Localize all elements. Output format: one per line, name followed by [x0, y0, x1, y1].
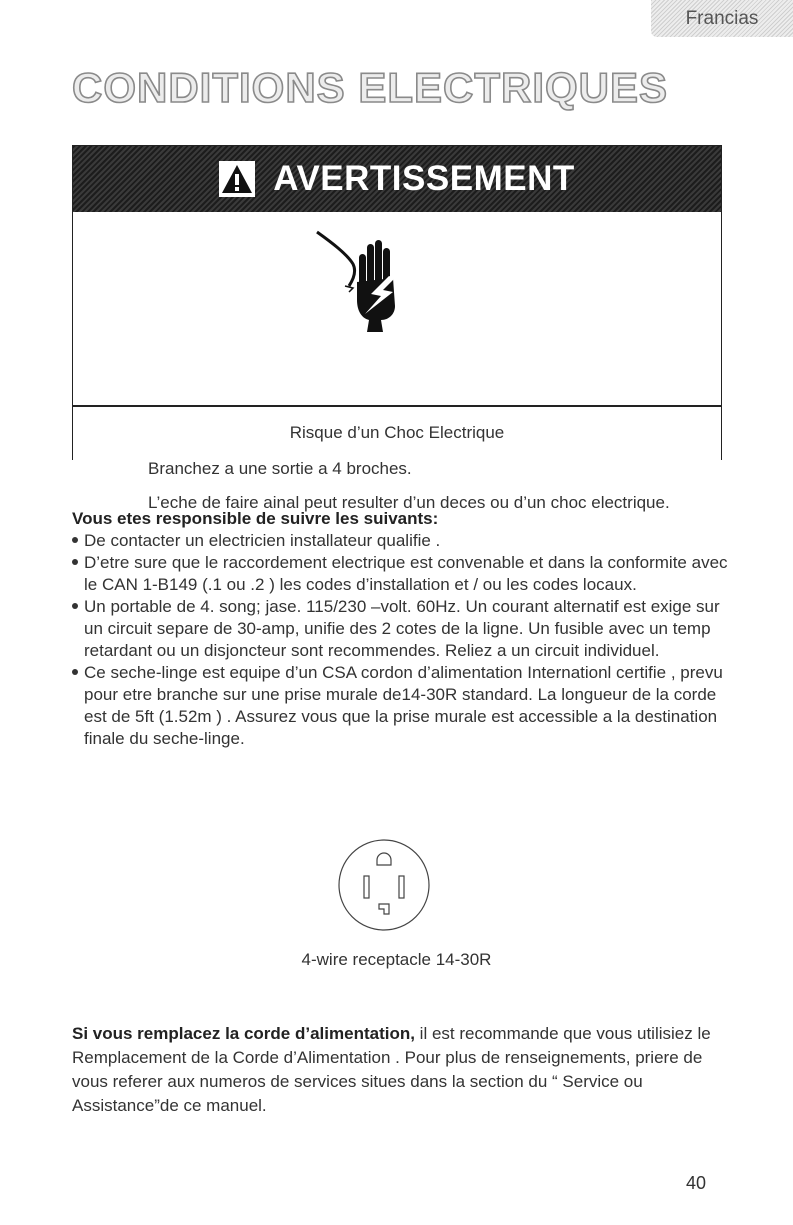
list-item — [72, 662, 732, 750]
bullet-icon — [72, 537, 78, 543]
list-item-text: Ce seche-linge est equipe d’un CSA cordon d’alimentation Internationl certifie , prevu pour etre branche sur une prise murale de14-30R standard. La longueur de la corde est de 5ft (1.52m ) . Assurez vous que la prise murale est accessible a la destination finale du seche-linge. — [84, 663, 723, 748]
warning-consequence: L’eche de faire ainal peut resulter d’un deces ou d’un choc electrique. — [148, 493, 670, 512]
replacement-paragraph — [72, 1022, 732, 1118]
warning-body — [73, 212, 721, 512]
list-item — [72, 530, 732, 552]
responsibilities-heading: Vous etes responsible de suivre les suivants: — [72, 509, 439, 528]
page-number: 40 — [686, 1173, 707, 1193]
receptacle-14-30r-icon — [337, 838, 431, 932]
warning-title: AVERTISSEMENT — [273, 159, 575, 198]
list-item-text: D’etre sure que le raccordement electrique est convenable et dans la conformite avec le CAN 1-B149 (.1 ou .2 ) les codes d’installation et / ou les codes locaux. — [84, 553, 728, 594]
language-tab-label: Francias — [685, 7, 759, 29]
receptacle-caption: 4-wire receptacle 14-30R — [301, 950, 492, 969]
list-item — [72, 596, 732, 662]
language-tab — [651, 0, 793, 37]
responsibilities-section — [72, 508, 732, 750]
bullet-icon — [72, 559, 78, 565]
list-item-text: De contacter un electricien installateur qualifie . — [84, 531, 441, 550]
electric-shock-hand-icon — [309, 224, 409, 334]
warning-divider — [73, 405, 721, 407]
responsibilities-list — [72, 530, 732, 750]
replacement-lead: Si vous remplacez la corde d’alimentation, — [72, 1024, 415, 1043]
bullet-icon — [72, 669, 78, 675]
warning-risk-text: Risque d’un Choc Electrique — [289, 423, 505, 442]
warning-header — [73, 146, 721, 214]
page-title: CONDITIONS ELECTRIQUES — [72, 64, 669, 111]
replacement-text: il est recommande que vous utilisiez le Remplacement de la Corde d’Alimentation . Pour plus de renseignements, priere de vous referer aux numeros de services situes dans la section du “ Service ou Assistance”de ce manuel. — [72, 1024, 711, 1115]
warning-instruction: Branchez a une sortie a 4 broches. — [148, 459, 412, 478]
list-item — [72, 552, 732, 596]
bullet-icon — [72, 603, 78, 609]
warning-triangle-icon — [219, 161, 255, 197]
list-item-text: Un portable de 4. song; jase. 115/230 –volt. 60Hz. Un courant alternatif est exige sur un circuit separe de 30-amp, unifie des 2 cotes de la ligne. Un fusible avec un temp retardant ou un disjoncteur sont recommendes. Reliez a un circuit individuel. — [84, 597, 720, 660]
warning-box — [72, 145, 722, 512]
